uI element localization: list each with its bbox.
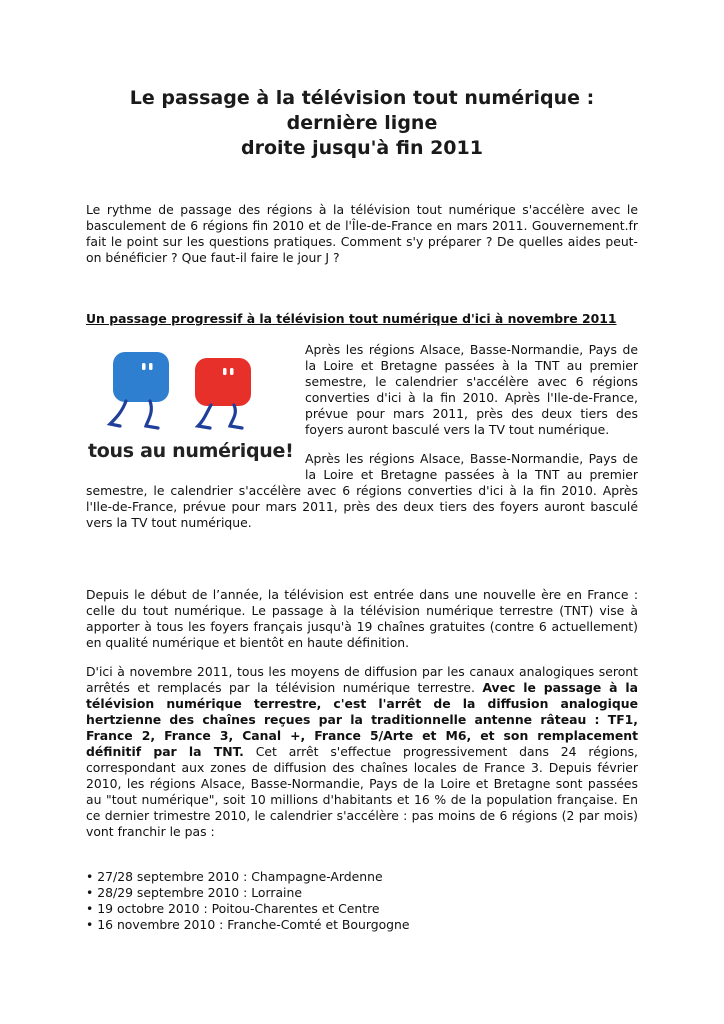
list-item: • 28/29 septembre 2010 : Lorraine: [86, 885, 638, 901]
logo-blue-body: [113, 352, 169, 402]
title-line-1: Le passage à la télévision tout numérique : dernière ligne: [129, 87, 595, 134]
list-item: • 27/28 septembre 2010 : Champagne-Ardenne: [86, 869, 638, 885]
tous-au-numerique-logo: [86, 346, 294, 470]
logo-wordmark: tous au numérique!: [88, 440, 294, 462]
paragraph-4-bold: Avec le passage à la télévision numérique terrestre, c'est l'arrêt de la diffusion analogique hertzienne des chaînes reçues par la traditionnelle antenne râteau : TF1, France 2, France 3, Canal +, France 5/Arte et M6, et son remplacement définitif par la TNT.: [86, 680, 638, 759]
paragraph-4-rest: Cet arrêt s'effectue progressivement dans 24 régions, correspondant aux zones de diffusion des chaînes locales de France 3. Depuis février 2010, les régions Alsace, Basse-Normandie, Pays de la Loire et Bretagne sont passées au "tout numérique", soit 10 millions d'habitants et 16 % de la population française. En ce dernier trimestre 2010, le calendrier s'accélère : pas moins de 6 régions (2 par mois) vont franchir le pas :: [86, 744, 638, 839]
list-item: • 19 octobre 2010 : Poitou-Charentes et Centre: [86, 901, 638, 917]
intro-paragraph: Le rythme de passage des régions à la télévision tout numérique s'accélère avec le basculement de 6 régions fin 2010 et de l'Île-de-France en mars 2011. Gouvernement.fr fait le point sur les questions pratiques. Comment s'y préparer ? De quelles aides peut-on bénéficier ? Que faut-il faire le jour J ?: [86, 202, 638, 265]
page-title: [86, 86, 638, 161]
paragraph-4-intro: D'ici à novembre 2011, tous les moyens de diffusion par les canaux analogiques seront arrêtés et remplacés par la télévision numérique terrestre.: [86, 664, 638, 695]
paragraph-3: Depuis le début de l’année, la télévision est entrée dans une nouvelle ère en France : celle du tout numérique. Le passage à la télévision numérique terrestre (TNT) vise à apporter à tous les foyers français jusqu'à 19 chaînes gratuites (contre 6 actuellement) en qualité numérique et bientôt en haute définition.: [86, 587, 638, 650]
document-page: [86, 86, 638, 933]
list-item: • 16 novembre 2010 : Franche-Comté et Bourgogne: [86, 917, 638, 933]
section-heading: Un passage progressif à la télévision tout numérique d'ici à novembre 2011: [86, 311, 617, 326]
paragraph-1: Après les régions Alsace, Basse-Normandie, Pays de la Loire et Bretagne passées à la TNT au premier semestre, le calendrier s'accélère avec 6 régions converties d'ici à la fin 2010. Après l'Ile-de-France, prévue pour mars 2011, près des deux tiers des foyers auront basculé vers la TV tout numérique.: [305, 342, 638, 437]
paragraph-4: [86, 664, 638, 840]
paragraph-2: Après les régions Alsace, Basse-Normandie, Pays de la Loire et Bretagne passées à la TNT au premier semestre, le calendrier s'accélère avec 6 régions converties d'ici à la fin 2010. Après l'Ile-de-France, prévue pour mars 2011, près des deux tiers des foyers auront basculé vers la TV tout numérique.: [86, 451, 638, 530]
date-list: [86, 869, 638, 933]
title-line-2: droite jusqu'à fin 2011: [241, 137, 483, 159]
logo-red-body: [195, 358, 251, 406]
